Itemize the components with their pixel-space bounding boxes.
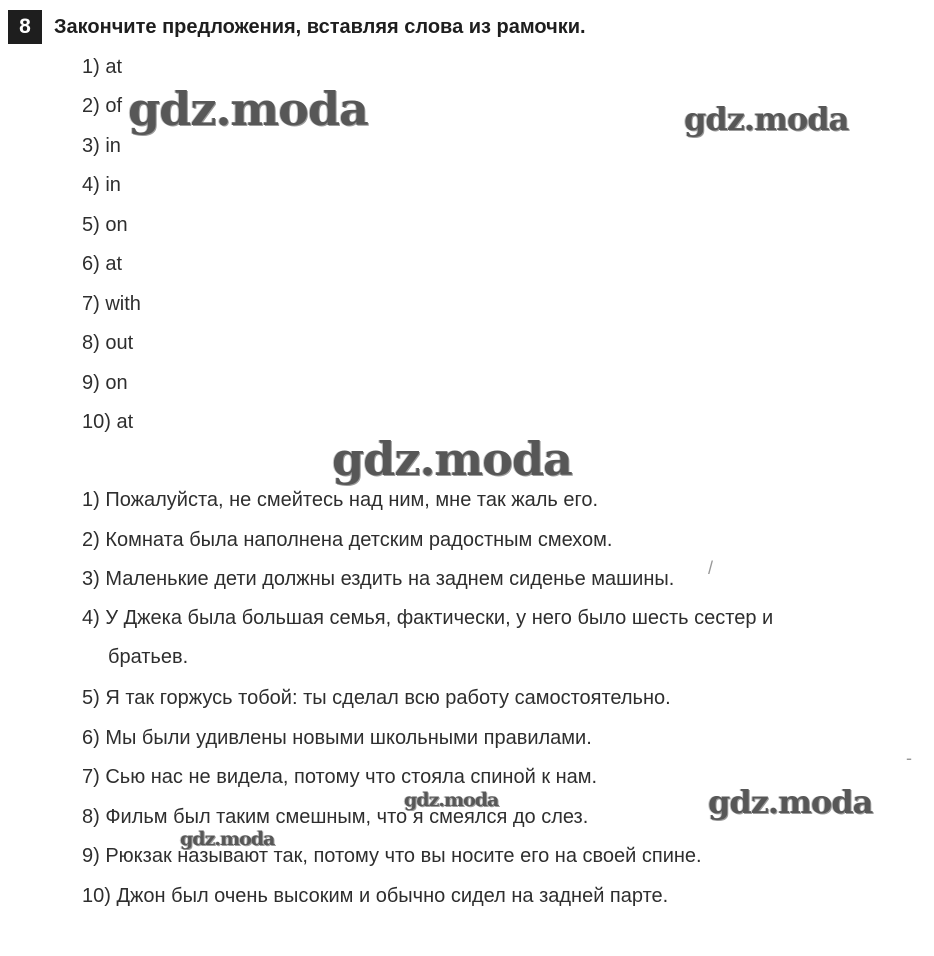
- task-title: Закончите предложения, вставляя слова из рамочки.: [54, 15, 586, 38]
- translation-item: 9) Рюкзак называют так, потому что вы носите его на своей спине.: [82, 845, 702, 867]
- answer-item: 2) of: [82, 95, 123, 117]
- translation-item: 8) Фильм был таким смешным, что я смеялся до слез.: [82, 806, 589, 828]
- answer-item: 10) at: [82, 411, 134, 433]
- watermark-logo: gdz.moda: [332, 432, 572, 486]
- translation-item: 5) Я так горжусь тобой: ты сделал всю работу самостоятельно.: [82, 687, 671, 709]
- translation-item-continuation: братьев.: [108, 646, 189, 669]
- translation-item: 6) Мы были удивлены новыми школьными правилами.: [82, 727, 592, 749]
- translation-item: 10) Джон был очень высоким и обычно сидел на задней парте.: [82, 885, 669, 907]
- pen-mark: -: [906, 748, 912, 768]
- translation-item: 3) Маленькие дети должны ездить на заднем сиденье машины.: [82, 568, 675, 590]
- answer-item: 4) in: [82, 174, 121, 196]
- pen-mark: /: [708, 558, 714, 578]
- translation-item: 2) Комната была наполнена детским радостным смехом.: [82, 529, 613, 551]
- task-number-badge: 8: [8, 10, 42, 44]
- answer-item: 8) out: [82, 332, 134, 354]
- answer-item: 3) in: [82, 135, 121, 157]
- answer-item: 5) on: [82, 214, 128, 236]
- task-header: [8, 10, 586, 44]
- translation-item-multiline: [82, 599, 922, 678]
- watermark-logo: gdz.moda: [180, 828, 275, 850]
- watermark-logo: gdz.moda: [684, 100, 849, 138]
- watermark-logo: gdz.moda: [404, 789, 499, 811]
- translation-item: 7) Сью нас не видела, потому что стояла спиной к нам.: [82, 766, 598, 788]
- watermark-logo: gdz.moda: [708, 783, 873, 821]
- answer-item: 1) at: [82, 56, 123, 78]
- translation-item: 4) У Джека была большая семья, фактически, у него было шесть сестер и: [82, 607, 774, 629]
- answer-item: 7) with: [82, 293, 141, 315]
- answer-item: 9) on: [82, 372, 128, 394]
- watermark-logo: gdz.moda: [128, 82, 368, 136]
- answer-item: 6) at: [82, 253, 123, 275]
- translation-item: 1) Пожалуйста, не смейтесь над ним, мне так жаль его.: [82, 489, 599, 511]
